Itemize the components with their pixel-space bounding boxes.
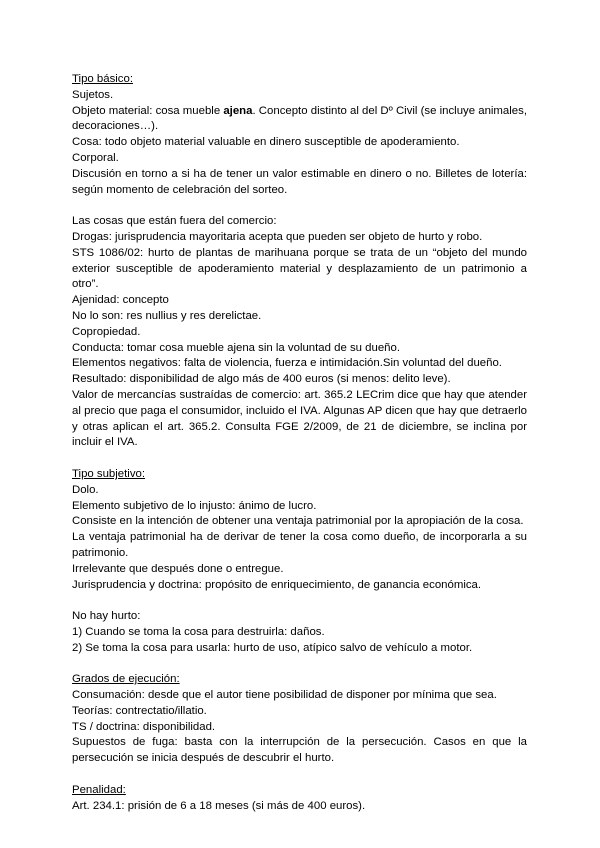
paragraph: Consumación: desde que el autor tiene posibilidad de disponer por mínima que sea.: [72, 689, 497, 702]
paragraph: Consiste en la intención de obtener una ventaja patrimonial por la apropiación de la cosa.: [72, 515, 524, 528]
paragraph: Ajenidad: concepto: [72, 294, 169, 307]
paragraph: STS 1086/02: hurto de plantas de marihuana porque se trata de un “objeto del mundo exterior susceptible de apoderamiento material y desplazamiento de un patrimonio a otro”.: [72, 246, 527, 291]
text-run: Objeto material: cosa mueble: [72, 104, 224, 117]
text-run: . Concepto distinto al del Dº Civil (se incluye animales, decoraciones…).: [72, 104, 527, 133]
paragraph: Dolo.: [72, 483, 99, 496]
paragraph: Art. 234.1: prisión de 6 a 18 meses (si más de 400 euros).: [72, 799, 366, 812]
paragraph: Cosa: todo objeto material valuable en dinero susceptible de apoderamiento.: [72, 136, 460, 149]
paragraph: Irrelevante que después done o entregue.: [72, 562, 284, 575]
paragraph: Las cosas que están fuera del comercio:: [72, 215, 277, 228]
paragraph: Jurisprudencia y doctrina: propósito de enriquecimiento, de ganancia económica.: [72, 578, 482, 591]
paragraph: [72, 104, 527, 136]
paragraph: Discusión en torno a si ha de tener un valor estimable en dinero o no. Billetes de lotería: según momento de celebración del sorteo.: [72, 167, 527, 196]
paragraph: La ventaja patrimonial ha de derivar de tener la cosa como dueño, de incorporarla a su patrimonio.: [72, 531, 527, 559]
paragraph: TS / doctrina: disponibilidad.: [72, 720, 216, 733]
paragraph: Supuestos de fuga: basta con la interrupción de la persecución. Casos en que la persecución se inicia después de descubrir el hurto.: [72, 736, 527, 765]
document-page: [72, 72, 527, 814]
section-fuera-del-comercio: [72, 214, 527, 451]
paragraph: Valor de mercancías sustraídas de comercio: art. 365.2 LECrim dice que hay que atender al precio que paga el consumidor, incluido el IVA. Algunas AP dicen que hay que detraerlo y otras aplican el art. 365.2. Consulta FGE 2/2009, de 21 de diciembre, se inclina por incluir el IVA.: [72, 388, 527, 449]
spacer: [72, 656, 527, 672]
paragraph: No hay hurto:: [72, 610, 141, 623]
bold-term: ajena: [223, 104, 253, 117]
paragraph: Sujetos.: [72, 88, 114, 101]
list-item: 2) Se toma la cosa para usarla: hurto de uso, atípico salvo de vehículo a motor.: [72, 641, 473, 654]
section-heading: Grados de ejecución:: [72, 673, 180, 686]
spacer: [72, 451, 527, 467]
paragraph: Corporal.: [72, 151, 119, 164]
paragraph: Conducta: tomar cosa mueble ajena sin la voluntad de su dueño.: [72, 341, 401, 354]
paragraph: Elementos negativos: falta de violencia, fuerza e intimidación.Sin voluntad del dueño.: [72, 357, 502, 370]
paragraph: No lo son: res nullius y res derelictae.: [72, 309, 262, 322]
section-penalidad: [72, 783, 527, 815]
section-tipo-subjetivo: [72, 467, 527, 593]
section-no-hay-hurto: [72, 609, 527, 656]
paragraph: Teorías: contrectatio/illatio.: [72, 704, 207, 717]
spacer: [72, 593, 527, 609]
paragraph: Drogas: jurisprudencia mayoritaria acepta que pueden ser objeto de hurto y robo.: [72, 230, 483, 243]
section-heading: Tipo subjetivo:: [72, 467, 146, 480]
paragraph: Copropiedad.: [72, 325, 141, 338]
list-item: 1) Cuando se toma la cosa para destruirla: daños.: [72, 625, 325, 638]
paragraph: Elemento subjetivo de lo injusto: ánimo de lucro.: [72, 499, 317, 512]
spacer: [72, 767, 527, 783]
paragraph: Resultado: disponibilidad de algo más de 400 euros (si menos: delito leve).: [72, 373, 451, 386]
section-heading: Penalidad:: [72, 783, 126, 796]
section-tipo-basico: [72, 72, 527, 198]
spacer: [72, 198, 527, 214]
section-heading: Tipo básico:: [72, 73, 133, 85]
section-grados-de-ejecucion: [72, 672, 527, 767]
